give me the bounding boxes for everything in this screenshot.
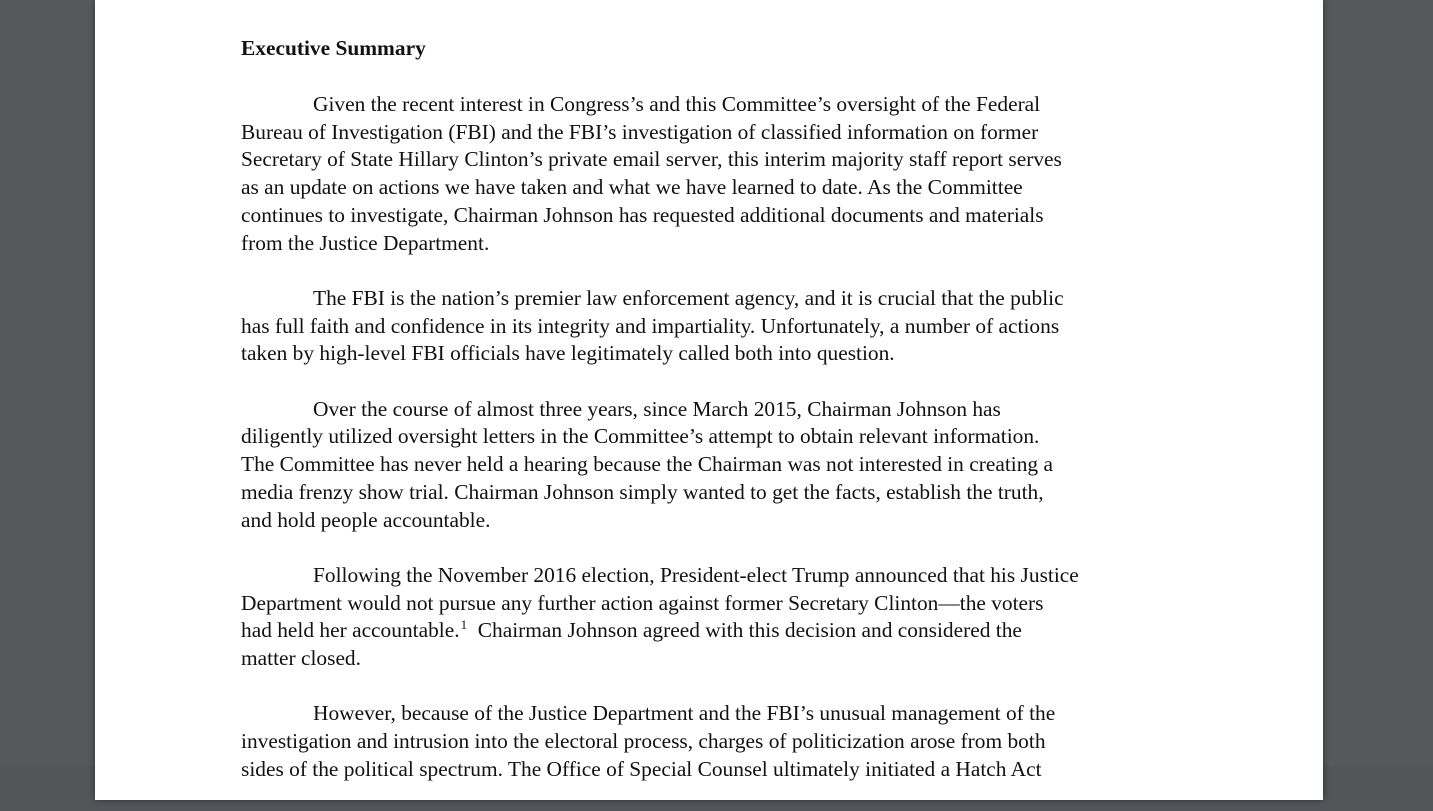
- text-line: However, because of the Justice Department and the FBI’s unusual management of the: [313, 701, 1056, 726]
- text-line: Bureau of Investigation (FBI) and the FBI’s investigation of classified information on former: [241, 119, 1039, 144]
- document-page: [95, 0, 1323, 800]
- page-content: [241, 32, 1241, 811]
- text-line: matter closed.: [241, 646, 361, 671]
- text-line: investigation and intrusion into the electoral process, charges of politicization arose from both: [241, 729, 1046, 754]
- paragraph-3: [241, 396, 1241, 535]
- text-line: media frenzy show trial. Chairman Johnson simply wanted to get the facts, establish the truth,: [241, 479, 1044, 504]
- text-line: Over the course of almost three years, since March 2015, Chairman Johnson has: [313, 396, 1001, 421]
- text-line: Following the November 2016 election, President-elect Trump announced that his Justice: [313, 562, 1079, 587]
- text-line: Department would not pursue any further action against former Secretary Clinton—the voters: [241, 590, 1044, 615]
- text-line: has full faith and confidence in its integrity and impartiality. Unfortunately, a number of actions: [241, 313, 1060, 338]
- text-line: continues to investigate, Chairman Johnson has requested additional documents and materials: [241, 202, 1044, 227]
- text-line: as an update on actions we have taken and what we have learned to date. As the Committee: [241, 175, 1023, 200]
- text-line-with-footnote: [241, 617, 1241, 645]
- text-line: The Committee has never held a hearing because the Chairman was not interested in creating a: [241, 452, 1053, 477]
- text-line: and hold people accountable.: [241, 507, 491, 532]
- text-line: from the Justice Department.: [241, 230, 490, 255]
- footnote-reference[interactable]: 1: [460, 617, 468, 633]
- text-line: Secretary of State Hillary Clinton’s private email server, this interim majority staff report serves: [241, 147, 1062, 172]
- text-line: sides of the political spectrum. The Office of Special Counsel ultimately initiated a Hatch Act: [241, 756, 1042, 781]
- text-line: The FBI is the nation’s premier law enforcement agency, and it is crucial that the public: [313, 285, 1064, 310]
- paragraph-1: [241, 91, 1241, 257]
- text-fragment: had held her accountable.: [241, 618, 460, 643]
- text-line: taken by high-level FBI officials have legitimately called both into question.: [241, 341, 895, 366]
- text-fragment: Chairman Johnson agreed with this decision and considered the: [467, 618, 1022, 643]
- section-heading: Executive Summary: [241, 36, 426, 60]
- paragraph-4: [241, 562, 1241, 673]
- paragraph-2: [241, 285, 1241, 368]
- paragraph-5: [241, 700, 1241, 783]
- text-line: Given the recent interest in Congress’s and this Committee’s oversight of the Federal: [313, 92, 1041, 116]
- text-line: diligently utilized oversight letters in the Committee’s attempt to obtain relevant information.: [241, 424, 1040, 449]
